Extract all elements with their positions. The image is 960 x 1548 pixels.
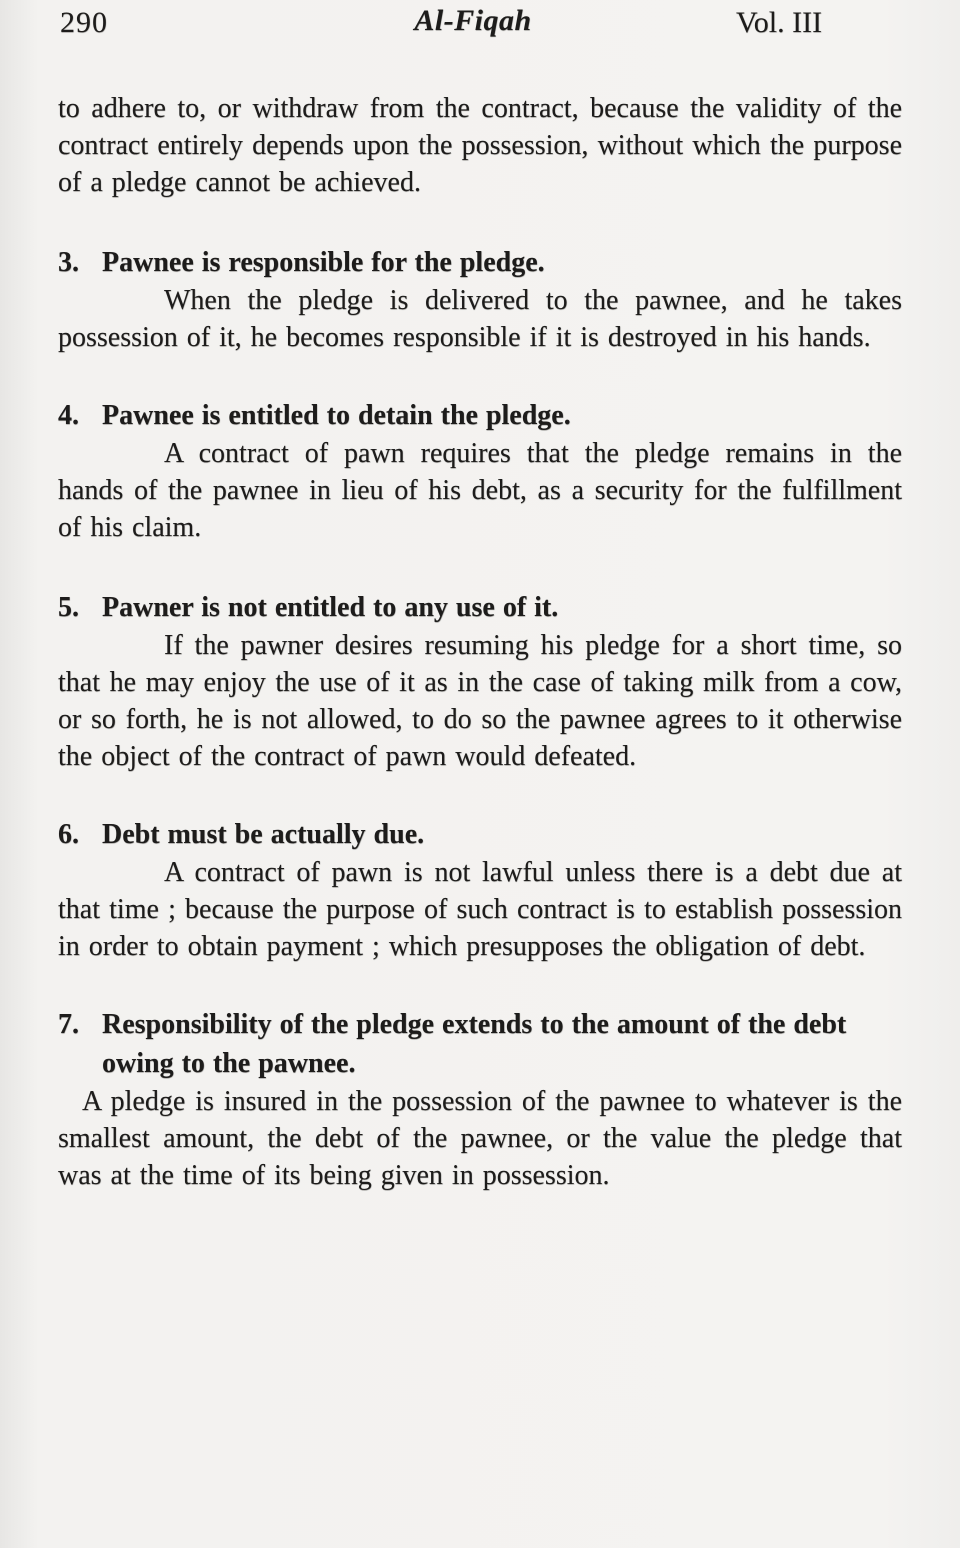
section-body-4: A contract of pawn requires that the pledge remains in the hands of the pawnee in lieu of his debt, as a security for the fulfillment of his claim.	[58, 438, 902, 543]
section-number: 4.	[58, 400, 79, 431]
section-heading-5	[58, 588, 902, 627]
section-heading-text: Pawnee is responsible for the pledge.	[102, 247, 545, 278]
book-title: Al-Fiqah	[414, 4, 532, 37]
section-heading-7	[58, 1005, 902, 1083]
page-number: 290	[60, 6, 108, 39]
section-heading-3	[58, 243, 902, 282]
section-heading-6	[58, 815, 902, 854]
section-body-5: If the pawner desires resuming his pledge for a short time, so that he may enjoy the use of it as in the case of taking milk from a cow, or so forth, he is not allowed, to do so the pawnee agrees to it otherwise the object of the contract of pawn would defeated.	[58, 630, 902, 772]
page-header	[58, 0, 902, 46]
section-body-7: A pledge is insured in the possession of the pawnee to whatever is the smallest amount, the debt of the pawnee, or the value the pledge that was at the time of its being given in possession.	[58, 1086, 902, 1191]
intro-paragraph: to adhere to, or withdraw from the contract, because the validity of the contract entirely depends upon the possession, without which the purpose of a pledge cannot be achieved.	[58, 93, 902, 198]
section-number: 7.	[58, 1009, 79, 1040]
section-heading-text: Responsibility of the pledge extends to the amount of the debt owing to the pawnee.	[102, 1009, 847, 1079]
section-heading-text: Pawner is not entitled to any use of it.	[102, 592, 559, 623]
section-number: 5.	[58, 592, 79, 623]
page-body	[58, 90, 902, 1194]
section-heading-text: Pawnee is entitled to detain the pledge.	[102, 400, 571, 431]
section-heading-4	[58, 396, 902, 435]
section-body-3: When the pledge is delivered to the pawnee, and he takes possession of it, he becomes responsible if it is destroyed in his hands.	[58, 285, 902, 353]
section-number: 6.	[58, 819, 79, 850]
section-body-6: A contract of pawn is not lawful unless there is a debt due at that time ; because the purpose of such contract is to establish possession in order to obtain payment ; which presupposes the obligation of debt.	[58, 857, 902, 962]
section-heading-text: Debt must be actually due.	[102, 819, 425, 850]
volume-label: Vol. III	[736, 6, 823, 39]
section-number: 3.	[58, 247, 79, 278]
